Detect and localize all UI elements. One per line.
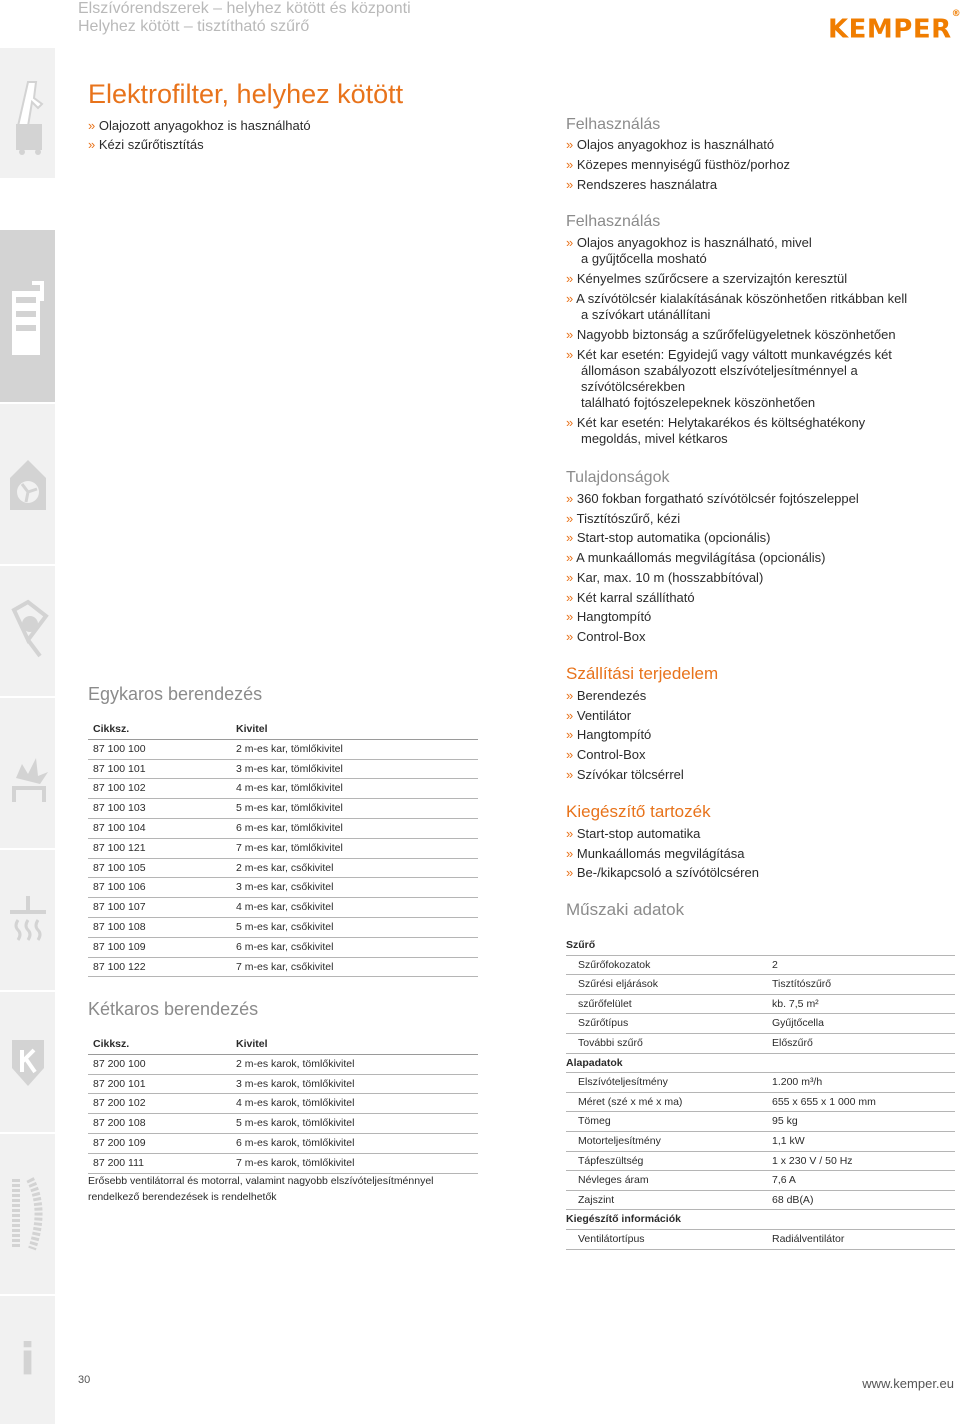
article-number: 87 200 108 — [93, 1117, 146, 1130]
logo-registered-mark: ® — [951, 9, 961, 19]
table-row — [88, 760, 478, 780]
spec-value: Radiálventilátor — [772, 1232, 845, 1245]
intro-bullet — [88, 117, 311, 135]
page-number: 30 — [78, 1374, 91, 1386]
article-number: 87 100 121 — [93, 841, 146, 854]
list-item — [566, 491, 859, 507]
list-item-text: Hangtompító — [576, 727, 652, 743]
properties-heading: Tulajdonságok — [566, 469, 670, 486]
header-category: Elszívórendszerek – helyhez kötött és központi — [78, 0, 411, 17]
column-header-code: Cikksz. — [93, 723, 130, 735]
list-item — [566, 826, 700, 842]
single-arm-heading: Egykaros berendezés — [88, 684, 263, 704]
version-text: 5 m-es karok, tömlőkivitel — [236, 1117, 355, 1130]
list-item-text: Két kar esetén: Egyidejű vagy váltott munkavégzés két — [576, 347, 892, 362]
table-header-row — [88, 720, 478, 740]
list-item-text: Közepes mennyiségű füsthöz/porhoz — [576, 156, 791, 172]
spec-value: kb. 7,5 m² — [772, 997, 819, 1010]
list-item — [566, 865, 759, 881]
article-number: 87 100 109 — [93, 940, 146, 953]
list-item — [566, 629, 646, 645]
bullet-mark: » — [88, 137, 96, 152]
list-item-continuation: a gyűjtőcella mosható — [581, 251, 707, 266]
list-item-text: Kar, max. 10 m (hosszabbítóval) — [576, 569, 764, 585]
bullet-mark: » — [566, 707, 574, 723]
page-header — [0, 0, 960, 48]
article-number: 87 100 108 — [93, 920, 146, 933]
k-shield-icon — [6, 1032, 50, 1092]
bullet-mark: » — [566, 688, 574, 703]
bullet-mark: » — [566, 826, 574, 841]
spec-value: 2 — [772, 958, 778, 971]
table-row — [88, 1114, 478, 1134]
header-subcategory: Helyhez kötött – tisztítható szűrő — [78, 18, 310, 35]
table-header-row — [88, 1035, 478, 1055]
bullet-text: Olajozott anyagokhoz is használható — [98, 118, 311, 133]
spec-label: Zajszint — [578, 1193, 615, 1206]
list-item — [566, 708, 631, 724]
spec-label: Ventilátortípus — [578, 1232, 645, 1245]
bullet-mark: » — [566, 327, 574, 342]
table-row — [88, 878, 478, 898]
double-arm-heading: Kétkaros berendezés — [88, 999, 259, 1019]
fan-house-icon — [6, 454, 50, 514]
spec-value: Gyűjtőcella — [772, 1017, 824, 1030]
sidebar-item-welding[interactable] — [0, 698, 55, 848]
bullet-mark: » — [566, 865, 574, 881]
bullet-mark: » — [566, 747, 574, 763]
list-item — [566, 511, 680, 527]
table-row — [88, 859, 478, 879]
spec-value: 95 kg — [772, 1115, 798, 1128]
spec-label: Méret (szé x mé x ma) — [578, 1095, 683, 1108]
spec-value: 1,1 kW — [772, 1134, 805, 1147]
article-number: 87 100 101 — [93, 762, 146, 775]
category-sidebar — [0, 48, 55, 1424]
table-row — [88, 740, 478, 760]
spec-row — [566, 1093, 955, 1113]
spec-value: 7,6 A — [772, 1174, 796, 1187]
list-item — [566, 291, 907, 323]
spec-row — [566, 995, 955, 1015]
mobile-unit-icon — [8, 68, 48, 158]
article-number: 87 200 101 — [93, 1077, 146, 1090]
bullet-mark: » — [88, 118, 96, 133]
version-text: 6 m-es karok, tömlőkivitel — [236, 1136, 355, 1149]
spec-row — [566, 1230, 955, 1250]
version-text: 3 m-es kar, csőkivitel — [236, 881, 334, 894]
spec-label: Kiegészítő információk — [566, 1213, 681, 1226]
version-text: 5 m-es kar, csőkivitel — [236, 920, 334, 933]
sidebar-item-stationary[interactable] — [0, 230, 55, 402]
article-number: 87 100 122 — [93, 960, 146, 973]
table-row — [88, 839, 478, 859]
spec-row — [566, 1034, 955, 1054]
list-item-text: Nagyobb biztonság a szűrőfelügyeletnek köszönhetően — [576, 327, 896, 342]
spec-label: További szűrő — [578, 1036, 643, 1049]
list-item-text: Munkaállomás megvilágítása — [576, 845, 745, 861]
table-row — [88, 938, 478, 958]
list-item-continuation: szívótölcsérekben — [581, 379, 686, 394]
list-item — [566, 327, 896, 343]
list-item — [566, 550, 825, 566]
list-item — [566, 157, 790, 173]
list-item-text: Két karral szállítható — [576, 589, 695, 605]
list-item — [566, 767, 684, 783]
list-item — [566, 688, 646, 704]
list-item-text: Control-Box — [576, 747, 646, 763]
spec-label: Elszívóteljesítmény — [578, 1076, 668, 1089]
article-number: 87 100 107 — [93, 901, 146, 914]
bullet-mark: » — [566, 347, 574, 362]
sidebar-item-central[interactable] — [0, 404, 55, 564]
list-item — [566, 727, 651, 743]
spec-value: 1.200 m³/h — [772, 1076, 823, 1089]
table-row — [88, 779, 478, 799]
list-item-text: Szívókar tölcsérrel — [576, 766, 684, 782]
spec-value: 1 x 230 V / 50 Hz — [772, 1154, 853, 1167]
column-header-code: Cikksz. — [93, 1038, 130, 1050]
spec-label: Szűrő — [566, 939, 596, 951]
list-item — [566, 570, 763, 586]
spec-row — [566, 1132, 955, 1152]
fume-hood-icon — [6, 890, 50, 950]
welding-spark-icon — [6, 738, 50, 808]
list-item — [566, 271, 847, 287]
spec-row — [566, 975, 955, 995]
sidebar-item-safety[interactable] — [0, 992, 55, 1132]
info-icon: i — [19, 1334, 36, 1385]
bullet-mark: » — [566, 727, 574, 743]
bullet-mark: » — [566, 845, 574, 861]
version-text: 4 m-es kar, csőkivitel — [236, 901, 334, 914]
sidebar-item-hoses[interactable] — [0, 1134, 55, 1294]
list-item-text: Berendezés — [576, 688, 647, 703]
bullet-mark: » — [566, 530, 574, 546]
bullet-text: Kézi szűrőtisztítás — [98, 137, 204, 152]
spec-label: Szűrőfokozatok — [578, 958, 651, 971]
spec-row — [566, 956, 955, 976]
article-number: 87 100 105 — [93, 861, 146, 874]
version-text: 2 m-es karok, tömlőkivitel — [236, 1057, 355, 1070]
list-item-text: Olajos anyagokhoz is használható, mivel — [576, 235, 812, 250]
technical-data-table — [566, 936, 955, 1250]
bullet-mark: » — [566, 137, 574, 152]
article-number: 87 200 102 — [93, 1097, 146, 1110]
table-row — [88, 1075, 478, 1095]
list-item-text: Két kar esetén: Helytakarékos és költséghatékony — [576, 415, 866, 430]
version-text: 3 m-es karok, tömlőkivitel — [236, 1077, 355, 1090]
column-header-version: Kivitel — [236, 1038, 268, 1050]
list-item-text: Start-stop automatika (opcionális) — [576, 530, 771, 546]
table-row — [88, 819, 478, 839]
bullet-mark: » — [566, 510, 574, 526]
bullet-mark: » — [566, 156, 574, 172]
article-number: 87 100 102 — [93, 782, 146, 795]
spec-group-row — [566, 1054, 955, 1074]
version-text: 2 m-es kar, csőkivitel — [236, 861, 334, 874]
list-item-text: Start-stop automatika — [576, 826, 701, 841]
usage-heading: Felhasználás — [566, 116, 661, 133]
sidebar-item-mobile[interactable] — [0, 48, 55, 178]
spec-row — [566, 1191, 955, 1211]
hose-icon — [6, 1169, 50, 1259]
spec-label: szűrőfelület — [578, 997, 632, 1010]
kemper-logo — [828, 9, 961, 45]
list-item-text: Be-/kikapcsoló a szívótölcséren — [576, 865, 759, 881]
list-item-text: 360 fokban forgatható szívótölcsér fojtószeleppel — [576, 491, 859, 506]
version-text: 2 m-es kar, tömlőkivitel — [236, 742, 343, 755]
accessories-heading: Kiegészítő tartozék — [566, 802, 711, 821]
table-row — [88, 799, 478, 819]
bullet-mark: » — [566, 491, 574, 506]
list-item-continuation: állomáson szabályozott elszívóteljesítménnyel a — [581, 363, 858, 378]
list-item-text: Tisztítószűrő, kézi — [576, 510, 681, 526]
spec-value: 68 dB(A) — [772, 1193, 814, 1206]
list-item-text: Control-Box — [576, 628, 646, 644]
table-row — [88, 898, 478, 918]
list-item-text: Olajos anyagokhoz is használható — [576, 137, 775, 152]
version-text: 7 m-es kar, csőkivitel — [236, 960, 334, 973]
spec-row — [566, 1171, 955, 1191]
column-header-version: Kivitel — [236, 723, 268, 735]
article-number: 87 200 111 — [93, 1156, 144, 1169]
scope-heading: Szállítási terjedelem — [566, 664, 719, 683]
spec-row — [566, 1152, 955, 1172]
spec-label: Névleges áram — [578, 1174, 649, 1187]
list-item — [566, 530, 771, 546]
list-item — [566, 590, 695, 606]
list-item-text: Rendszeres használatra — [576, 176, 718, 192]
list-item — [566, 177, 717, 193]
table-row — [88, 918, 478, 938]
article-number: 87 100 106 — [93, 881, 146, 894]
list-item — [566, 137, 774, 153]
table-row — [88, 958, 478, 978]
bullet-mark: » — [566, 415, 574, 430]
list-item-text: A munkaállomás megvilágítása (opcionális) — [576, 550, 826, 566]
version-text: 4 m-es kar, tömlőkivitel — [236, 782, 343, 795]
product-title: Elektrofilter, helyhez kötött — [88, 79, 404, 109]
bullet-mark: » — [566, 271, 574, 286]
double-arm-table — [88, 1035, 478, 1174]
website-link[interactable]: www.kemper.eu — [862, 1376, 954, 1391]
sidebar-item-hoods[interactable] — [0, 850, 55, 990]
logo-text: KEMPER — [828, 14, 952, 45]
article-number: 87 100 100 — [93, 742, 146, 755]
version-text: 6 m-es kar, csőkivitel — [236, 940, 334, 953]
list-item — [566, 415, 865, 447]
fan-arm-icon — [6, 596, 50, 666]
usage-heading: Felhasználás — [566, 213, 661, 230]
spec-label: Szűrőtípus — [578, 1017, 629, 1030]
bullet-mark: » — [566, 569, 574, 585]
article-number: 87 100 103 — [93, 802, 146, 815]
version-text: 4 m-es karok, tömlőkivitel — [236, 1097, 355, 1110]
list-item-text: Hangtompító — [576, 609, 652, 625]
spec-label: Szűrési eljárások — [578, 978, 658, 991]
bullet-mark: » — [566, 766, 574, 782]
single-arm-table — [88, 720, 478, 977]
article-number: 87 200 109 — [93, 1136, 146, 1149]
technical-data-heading: Műszaki adatok — [566, 900, 685, 919]
sidebar-item-arms[interactable] — [0, 566, 55, 696]
spec-row — [566, 1112, 955, 1132]
spec-group-row — [566, 936, 955, 956]
version-text: 5 m-es kar, tömlőkivitel — [236, 802, 343, 815]
list-item — [566, 609, 651, 625]
table-row — [88, 1055, 478, 1075]
list-item-continuation: található fojtószelepeknek köszönhetően — [581, 395, 816, 410]
stationary-unit-icon — [6, 271, 50, 361]
spec-label: Tömeg — [578, 1115, 611, 1128]
list-item — [566, 846, 745, 862]
availability-note: Erősebb ventilátorral és motorral, valamint nagyobb elszívóteljesítménnyel rendelkező berendezések is rendelhetők — [88, 1175, 434, 1203]
list-item — [566, 747, 646, 763]
bullet-mark: » — [566, 176, 574, 192]
list-item-continuation: a szívókart utánállítani — [581, 307, 711, 322]
spec-label: Tápfeszültség — [578, 1154, 644, 1167]
list-item — [566, 235, 812, 267]
spec-row — [566, 1014, 955, 1034]
bullet-mark: » — [566, 291, 574, 306]
version-text: 7 m-es karok, tömlőkivitel — [236, 1156, 355, 1169]
version-text: 3 m-es kar, tömlőkivitel — [236, 762, 343, 775]
table-row — [88, 1134, 478, 1154]
spec-label: Motorteljesítmény — [578, 1134, 661, 1147]
bullet-mark: » — [566, 628, 574, 644]
spec-value: 655 x 655 x 1 000 mm — [772, 1095, 876, 1108]
article-number: 87 100 104 — [93, 821, 146, 834]
version-text: 6 m-es kar, tömlőkivitel — [236, 821, 343, 834]
sidebar-item-info[interactable] — [0, 1296, 55, 1424]
spec-label: Alapadatok — [566, 1056, 623, 1069]
spec-row — [566, 1073, 955, 1093]
bullet-mark: » — [566, 235, 574, 250]
list-item — [566, 347, 892, 411]
spec-value: Tisztítószűrő — [772, 978, 832, 991]
list-item-text: Kényelmes szűrőcsere a szervizajtón keresztül — [576, 271, 848, 286]
version-text: 7 m-es kar, tömlőkivitel — [236, 841, 343, 854]
bullet-mark: » — [566, 550, 574, 566]
table-row — [88, 1154, 478, 1174]
bullet-mark: » — [566, 609, 574, 625]
list-item-text: Ventilátor — [576, 707, 632, 723]
intro-bullet — [88, 136, 204, 154]
list-item-continuation: megoldás, mivel kétkaros — [581, 431, 728, 446]
article-number: 87 200 100 — [93, 1057, 146, 1070]
list-item-text: A szívótölcsér kialakításának köszönhetően ritkábban kell — [576, 291, 908, 306]
spec-group-row — [566, 1210, 955, 1230]
table-row — [88, 1094, 478, 1114]
spec-value: Előszűrő — [772, 1036, 813, 1049]
bullet-mark: » — [566, 589, 574, 605]
